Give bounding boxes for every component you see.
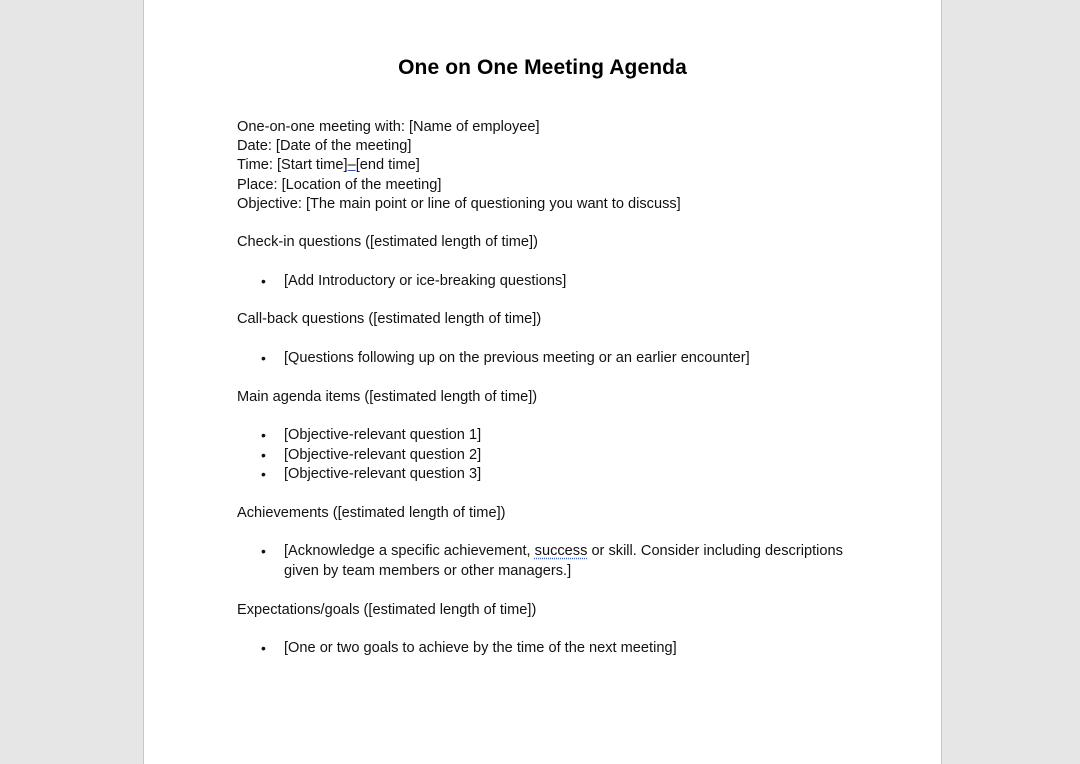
bullet-icon: • [261, 272, 266, 289]
list-item: • [Acknowledge a specific achievement, success or skill. Consider including descriptions given by team members or other managers.] [261, 543, 843, 579]
bullet-icon: • [261, 426, 266, 443]
section-heading-main-agenda: Main agenda items ([estimated length of time]) [237, 388, 538, 405]
meeting-with-line: One-on-one meeting with: [Name of employee] [237, 119, 540, 135]
bullet-icon: • [261, 446, 266, 463]
checkin-list [237, 272, 857, 292]
expectations-list [237, 639, 857, 659]
place-line: Place: [Location of the meeting] [237, 176, 442, 193]
bullet-icon: • [261, 543, 266, 560]
bullet-icon: • [261, 466, 266, 483]
objective-line: Objective: [The main point or line of questioning you want to discuss] [237, 195, 681, 212]
section-heading-achievements: Achievements ([estimated length of time]) [237, 504, 506, 521]
grammar-flag[interactable]: success [534, 543, 588, 560]
time-end: [end time] [355, 157, 420, 174]
section-heading-checkin: Check-in questions ([estimated length of time]) [237, 234, 538, 251]
callback-list [237, 349, 857, 369]
main-agenda-list [237, 426, 857, 485]
section-heading-callback: Call-back questions ([estimated length of time]) [237, 311, 542, 328]
bullet-icon: • [261, 349, 266, 366]
time-dash: – [347, 157, 356, 174]
list-item: • [Questions following up on the previous meeting or an earlier encounter] [237, 349, 857, 369]
list-item: • [Objective-relevant question 3] [237, 465, 857, 485]
time-start: Time: [Start time] [237, 157, 348, 174]
time-line [237, 156, 857, 175]
section-heading-expectations: Expectations/goals ([estimated length of time]) [237, 601, 537, 618]
list-item: • [Add Introductory or ice-breaking questions] [237, 272, 857, 292]
document-body[interactable] [237, 118, 857, 659]
list-item: • [Objective-relevant question 1] [237, 426, 857, 446]
document-title: One on One Meeting Agenda [398, 56, 687, 79]
list-item: • [One or two goals to achieve by the time of the next meeting] [237, 639, 857, 659]
achievements-list [237, 542, 857, 581]
bullet-icon: • [261, 640, 266, 657]
date-line: Date: [Date of the meeting] [237, 138, 412, 155]
document-page[interactable] [143, 0, 942, 764]
list-item: • [Objective-relevant question 2] [237, 446, 857, 466]
